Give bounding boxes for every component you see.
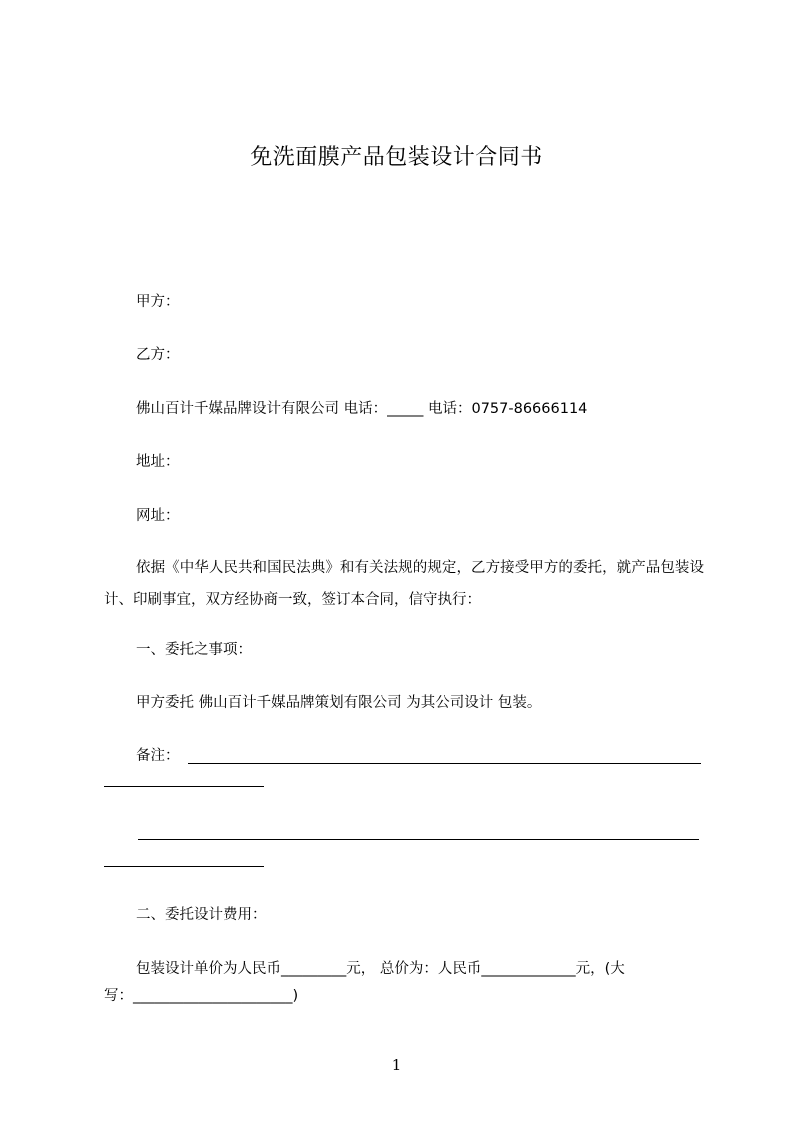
party-a-label: 甲方： [136,294,180,310]
fee-line-2: 写：______________________) [104,988,299,1004]
remark-underline-1 [188,763,701,764]
fee-line-1: 包装设计单价为人民币_________元， 总价为：人民币_____________元，(大 [136,961,625,977]
website-label: 网址： [136,508,180,524]
remark-label: 备注： [136,748,180,764]
intro-paragraph: 依据《中华人民共和国民法典》和有关法规的规定，乙方接受甲方的委托，就产品包装设计、印刷事宜，双方经协商一致，签订本合同，信守执行： [104,560,704,608]
company-contact-line: 佛山百计千媒品牌设计有限公司 电话：_____ 电话：0757-86666114 [136,401,588,417]
remark-underline-3 [138,839,699,840]
party-b-label: 乙方： [136,347,180,363]
page-number: 1 [391,1056,402,1074]
document-title: 免洗面膜产品包装设计合同书 [250,145,543,170]
address-label: 地址： [136,454,180,470]
section-1-heading: 一、委托之事项： [136,642,252,658]
section-2-heading: 二、委托设计费用： [136,907,267,923]
remark-underline-4 [104,866,264,867]
remark-underline-2 [104,786,264,787]
section-1-content: 甲方委托 佛山百计千媒品牌策划有限公司 为其公司设计 包装。 [136,695,542,711]
